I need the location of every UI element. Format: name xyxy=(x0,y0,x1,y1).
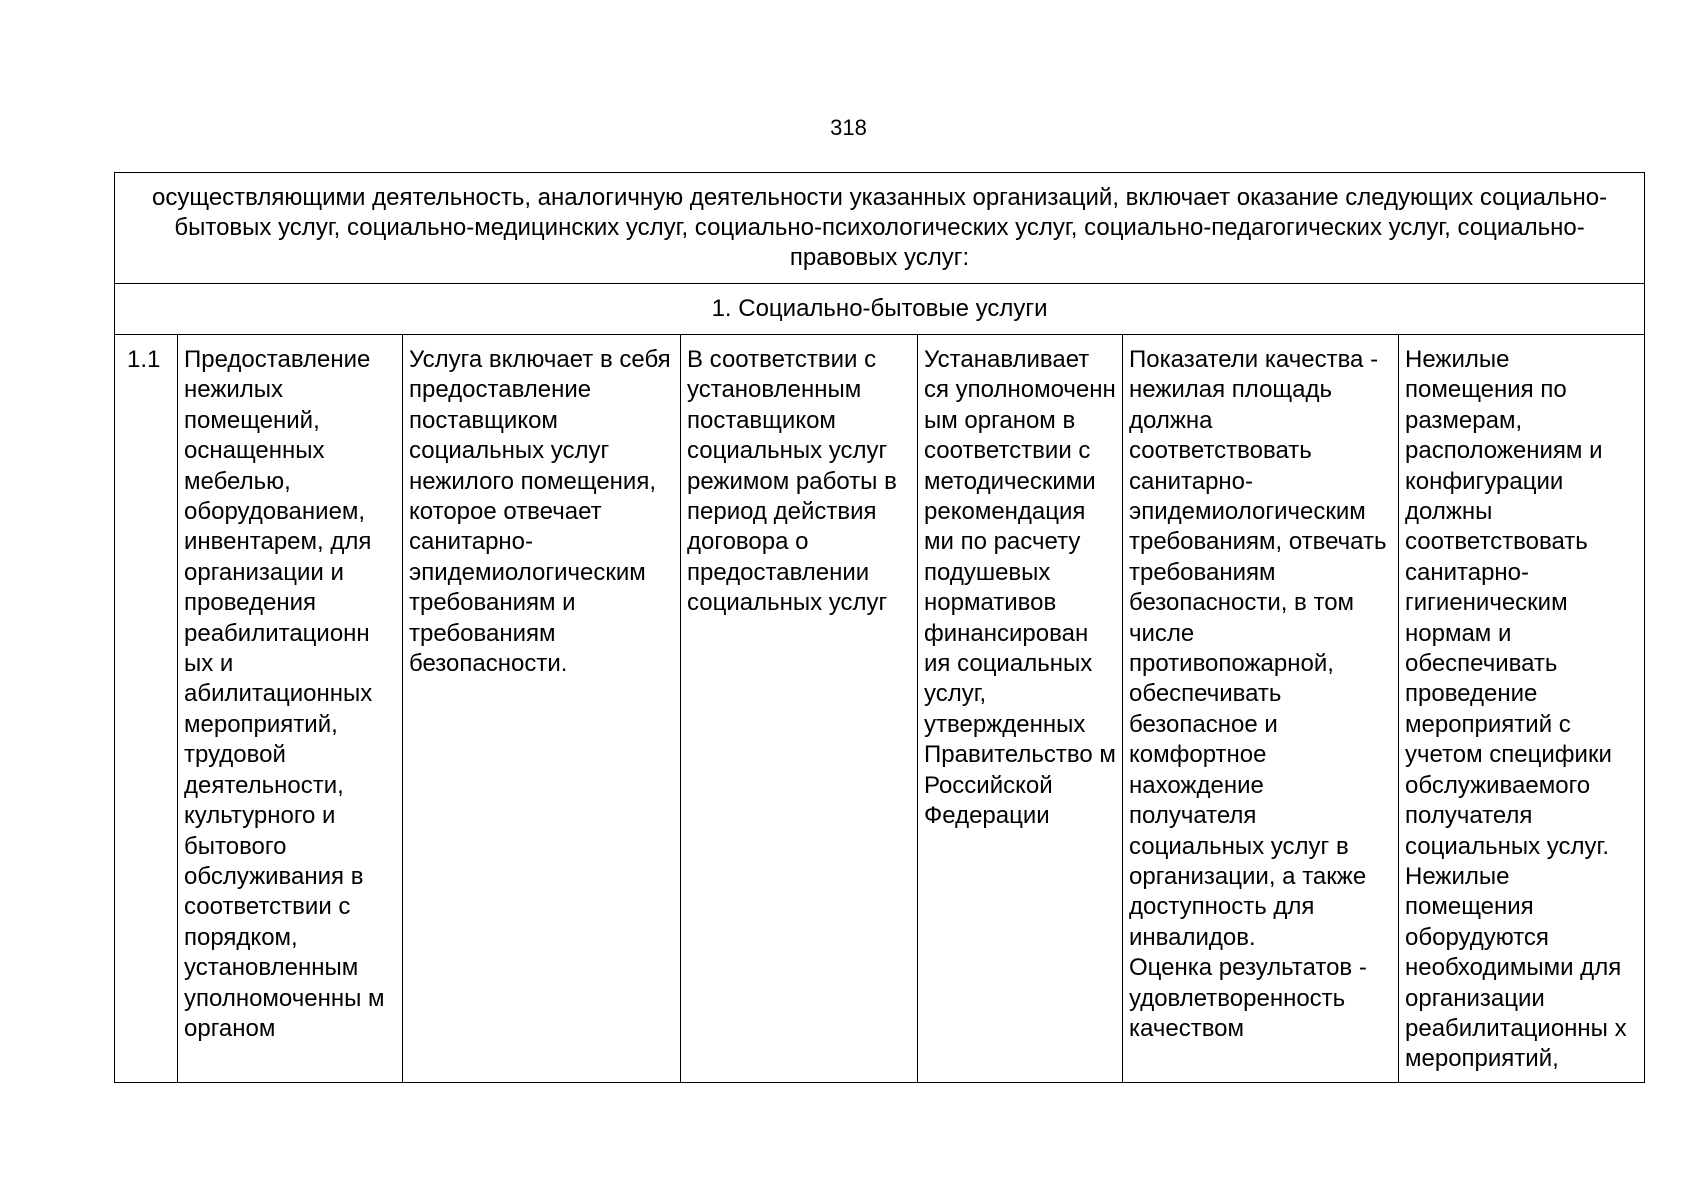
service-conditions: Нежилые помещения по размерам, расположениям и конфигурации должны соответствовать санитарно-гигиеническим нормам и обеспечивать проведение мероприятий с учетом специфики обслуживаемого получателя социальных услуг. Нежилые помещения оборудуются необходимыми для организации реабилитационны х мероприятий, xyxy=(1405,346,1627,1073)
row-number: 1.1 xyxy=(127,346,161,373)
service-norms-cell xyxy=(918,335,1123,1083)
quality-indicators: Показатели качества - нежилая площадь должна соответствовать санитарно-эпидемиологическим требованиям, отвечать требованиям безопасности, в том числе противопожарной, обеспечивать безопасное и комфортное нахождение получателя социальных услуг в организации, а также доступность для инвалидов. xyxy=(1129,346,1387,951)
row-number-cell xyxy=(115,335,178,1083)
page-number: 318 xyxy=(830,115,867,140)
quality-cell xyxy=(1123,335,1399,1083)
service-name: Предоставление нежилых помещений, оснащенных мебелью, оборудованием, инвентарем, для организации и проведения реабилитационн ых и абилитационных мероприятий, трудовой деятельности, культурного и бытового обслуживания в соответствии с порядком, установленным уполномоченны м органом xyxy=(184,346,385,1042)
service-timing: В соответствии с установленным поставщиком социальных услуг режимом работы в период действия договора о предоставлении социальных услуг xyxy=(687,346,897,617)
service-description: Услуга включает в себя предоставление поставщиком социальных услуг нежилого помещения, которое отвечает санитарно-эпидемиологическим требованиям и требованиям безопасности. xyxy=(409,346,671,678)
section-row xyxy=(115,284,1645,335)
service-timing-cell xyxy=(681,335,918,1083)
evaluation-text: Оценка результатов - удовлетворенность качеством xyxy=(1129,954,1367,1042)
intro-row xyxy=(115,173,1645,284)
service-description-cell xyxy=(403,335,681,1083)
table-row xyxy=(115,335,1645,1083)
conditions-cell xyxy=(1399,335,1645,1083)
intro-text: осуществляющими деятельность, аналогичную деятельности указанных организаций, включает оказание следующих социально-бытовых услуг, социально-медицинских услуг, социально-психологических услуг, социально-педагогических услуг, социально-правовых услуг: xyxy=(115,173,1645,284)
service-name-cell xyxy=(178,335,403,1083)
section-title: 1. Социально-бытовые услуги xyxy=(115,284,1645,335)
quality-block xyxy=(1123,335,1398,1044)
services-table xyxy=(114,172,1645,1083)
service-norms: Устанавливает ся уполномоченн ым органом в соответствии с методическими рекомендация ми по расчету подушевых нормативов финансирован ия социальных услуг, утвержденных Правительство м Российской Федерации xyxy=(924,346,1116,830)
